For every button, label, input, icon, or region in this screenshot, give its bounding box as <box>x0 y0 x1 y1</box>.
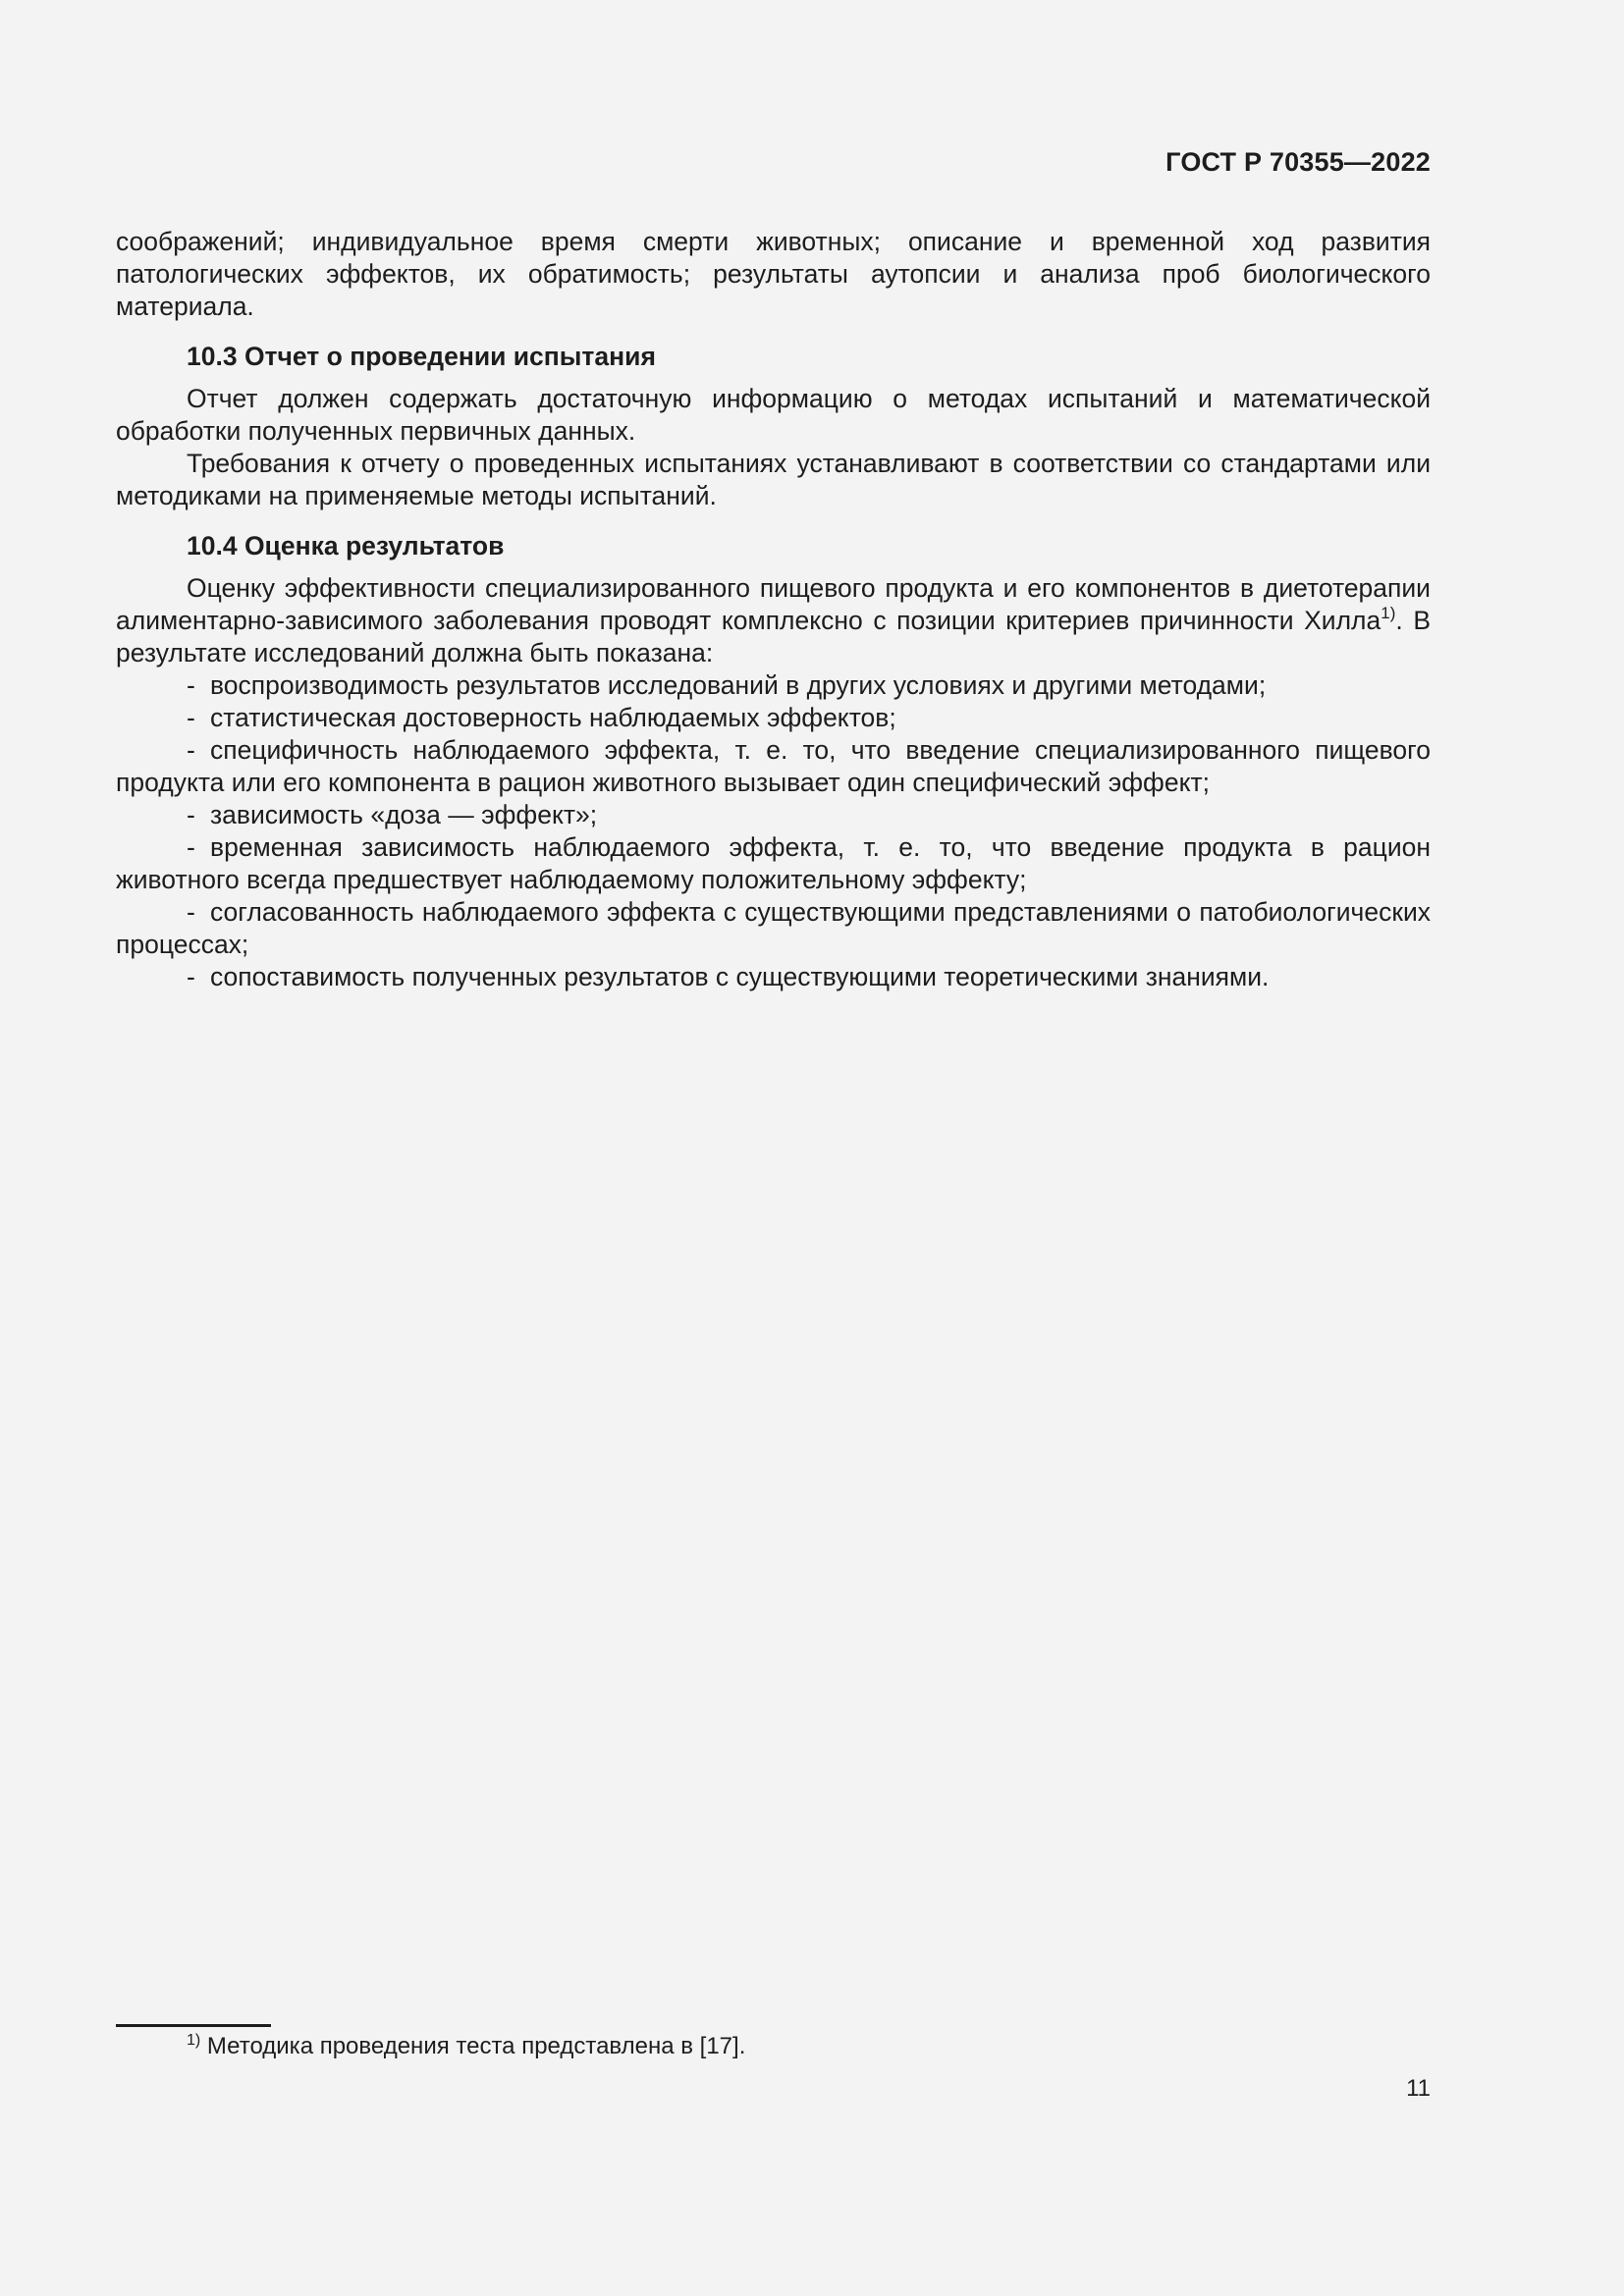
intro-text: Оценку эффективности специализированного пищевого продукта и его компонентов в диетотерапии алиментарно-зависимого заболевания проводят комплексно с позиции критериев причинности Хилла <box>116 573 1431 635</box>
continuation-paragraph: соображений; индивидуальное время смерти животных; описание и временной ход развития патологических эффектов, их обратимость; результаты аутопсии и анализа проб биологического материала. <box>116 227 1431 321</box>
document-id-header: ГОСТ Р 70355—2022 <box>1165 147 1431 177</box>
section-10-3-paragraph: Требования к отчету о проведенных испытаниях устанавливают в соответствии со стандартами или методиками на применяемые методы испытаний. <box>116 449 1431 510</box>
list-item <box>116 831 1431 896</box>
bullet-marker: - <box>187 800 195 829</box>
footnote-mark: 1) <box>187 2032 201 2049</box>
list-item <box>116 896 1431 961</box>
intro-text-continued: . В результате исследований должна быть показана: <box>116 606 1431 667</box>
footnote-reference: 1) <box>1380 604 1396 622</box>
list-item-text: сопоставимость полученных результатов с существующими теоретическими знаниями. <box>210 962 1270 991</box>
list-item <box>116 669 1431 702</box>
list-item-text: временная зависимость наблюдаемого эффекта, т. е. то, что введение продукта в рацион животного всегда предшествует наблюдаемому положительному эффекту; <box>116 832 1431 894</box>
list-item-text: специфичность наблюдаемого эффекта, т. е. то, что введение специализированного пищевого продукта или его компонента в рацион животного вызывает один специфический эффект; <box>116 735 1431 797</box>
list-item <box>116 961 1431 993</box>
section-10-4-intro <box>116 572 1431 669</box>
bullet-marker: - <box>187 703 195 732</box>
section-10-3-heading: 10.3 Отчет о проведении испытания <box>187 342 656 371</box>
bullet-marker: - <box>187 962 195 991</box>
page-number: 11 <box>1406 2075 1431 2102</box>
footnote-separator <box>116 2024 271 2027</box>
list-item-text: согласованность наблюдаемого эффекта с существующими представлениями о патобиологических процессах; <box>116 897 1431 959</box>
footnote-text: Методика проведения теста представлена в [17]. <box>206 2033 746 2059</box>
list-item-text: зависимость «доза — эффект»; <box>210 800 598 829</box>
section-10-4-heading: 10.4 Оценка результатов <box>187 531 505 561</box>
footnote <box>187 2032 745 2061</box>
list-item-text: воспроизводимость результатов исследований в других условиях и другими методами; <box>210 670 1267 700</box>
list-item <box>116 702 1431 734</box>
page-content <box>116 226 1431 993</box>
bullet-marker: - <box>187 670 195 700</box>
bullet-marker: - <box>187 832 195 862</box>
list-item <box>116 799 1431 831</box>
list-item <box>116 734 1431 799</box>
list-item-text: статистическая достоверность наблюдаемых эффектов; <box>210 703 896 732</box>
bullet-marker: - <box>187 897 195 927</box>
section-10-3-paragraph: Отчет должен содержать достаточную информацию о методах испытаний и математической обработки полученных первичных данных. <box>116 384 1431 446</box>
bullet-marker: - <box>187 735 195 765</box>
